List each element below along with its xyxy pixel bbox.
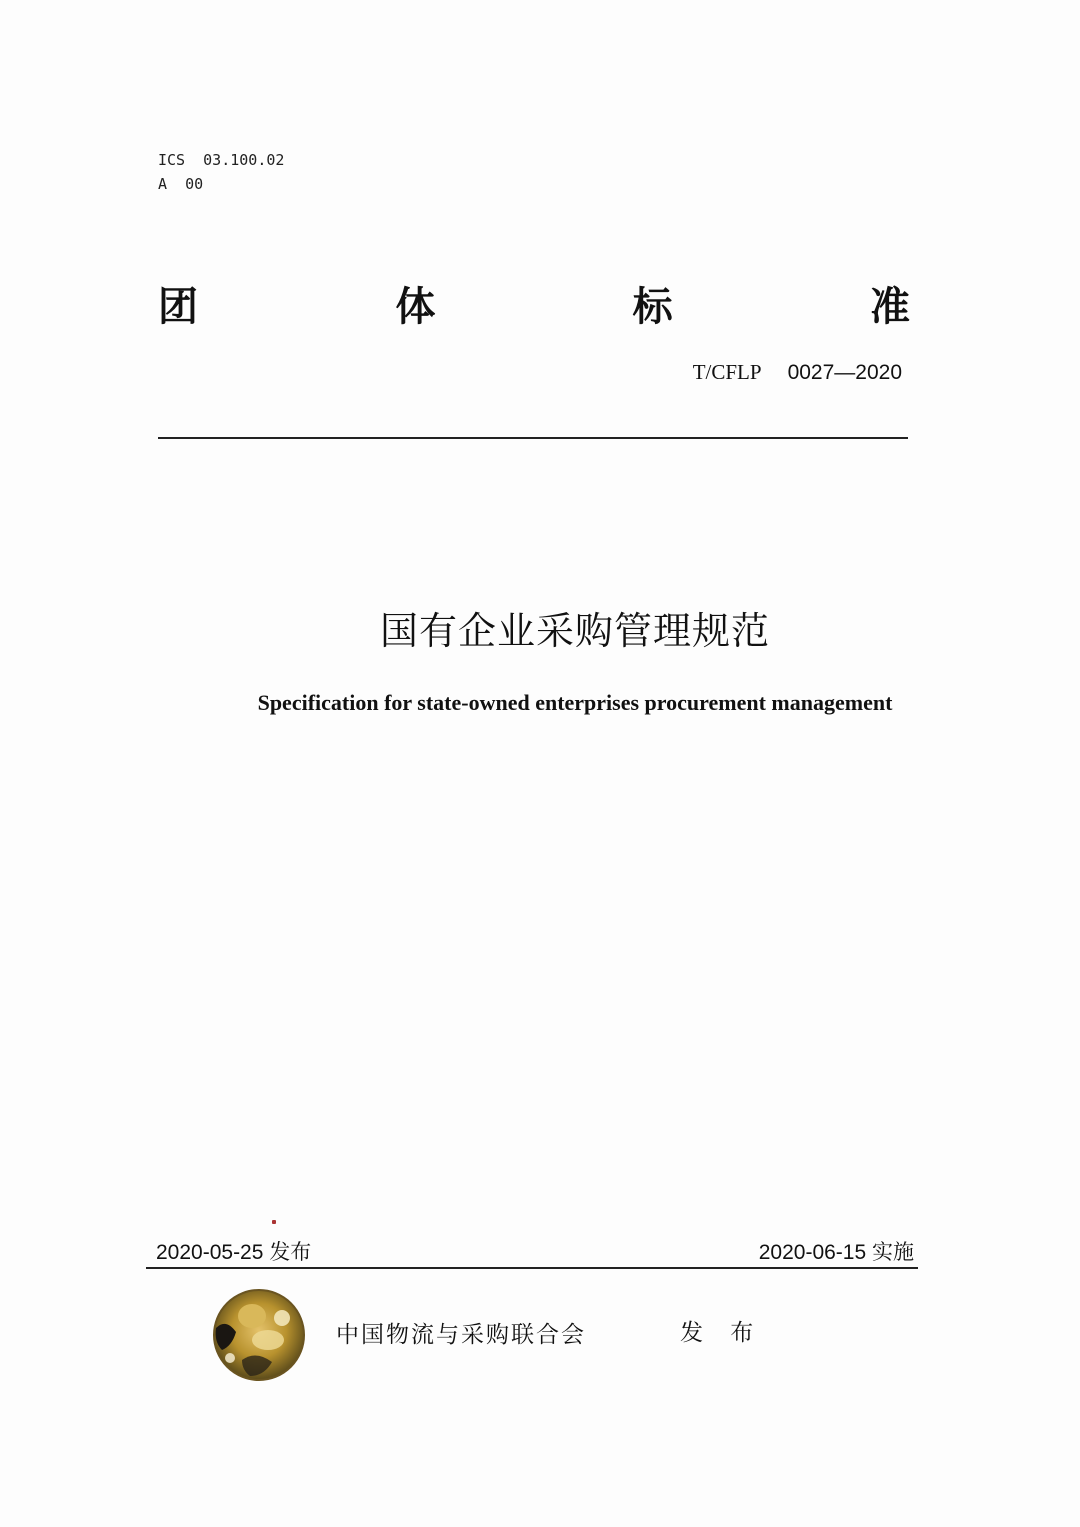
type-char: 体 [395, 284, 436, 330]
publish-label: 发 布 [680, 1320, 764, 1346]
document-title-cn: 国有企业采购管理规范 [379, 609, 770, 653]
classification-codes [158, 148, 284, 196]
standard-code: T/CFLP [692, 360, 762, 384]
issue-date: 2020-05-25 发布 [156, 1241, 312, 1264]
standard-number [693, 358, 902, 387]
type-char: 团 [158, 284, 198, 330]
ics-code: ICS 03.100.02 [158, 151, 285, 169]
header-divider [158, 437, 908, 439]
publisher-name: 中国物流与采购联合会 [336, 1322, 586, 1348]
type-char: 标 [632, 284, 673, 330]
standard-type-title [158, 282, 910, 332]
scan-speck [272, 1220, 276, 1224]
document-title-en: Specification for state-owned enterprises procurement management [257, 690, 893, 715]
standard-serial: 0027—2020 [787, 361, 902, 384]
footer-divider [146, 1267, 918, 1269]
type-char: 准 [869, 284, 910, 330]
organization-seal-icon [212, 1288, 306, 1382]
implement-date: 2020-06-15 实施 [758, 1241, 914, 1264]
ccs-code: A 00 [158, 175, 204, 193]
